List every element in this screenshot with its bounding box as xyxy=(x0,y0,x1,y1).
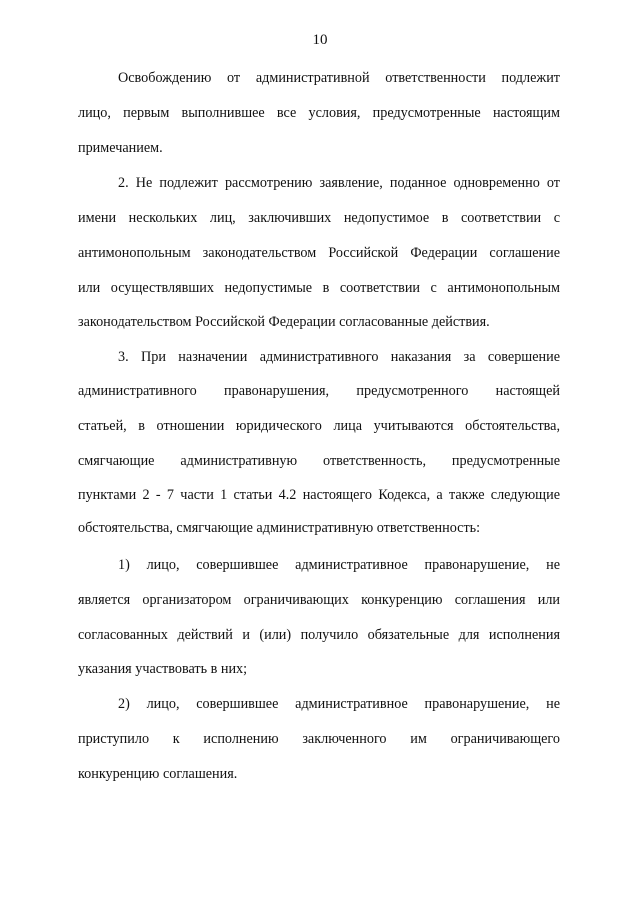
paragraph-5-line-2: приступило к исполнению заключенного им ограничивающего xyxy=(78,731,560,747)
paragraph-4-line-1: 1) лицо, совершившее административное правонарушение, не xyxy=(118,557,560,573)
paragraph-5-line-1: 2) лицо, совершившее административное правонарушение, не xyxy=(118,696,560,712)
paragraph-4-line-4: указания участвовать в них; xyxy=(78,661,248,677)
paragraph-4-line-3: согласованных действий и (или) получило обязательные для исполнения xyxy=(78,627,560,643)
paragraph-2-line-2: имени нескольких лиц, заключивших недопустимое в соответствии с xyxy=(78,210,560,226)
page-number: 10 xyxy=(312,32,328,48)
paragraph-2-line-1: 2. Не подлежит рассмотрению заявление, поданное одновременно от xyxy=(118,175,560,191)
paragraph-3-line-4: смягчающие административную ответственность, предусмотренные xyxy=(78,453,560,469)
paragraph-5-line-3: конкуренцию соглашения. xyxy=(78,766,238,782)
paragraph-3-line-5: пунктами 2 - 7 части 1 статьи 4.2 настоящего Кодекса, а также следующие xyxy=(78,487,560,503)
paragraph-1-line-3: примечанием. xyxy=(78,140,163,156)
paragraph-1-line-2: лицо, первым выполнившее все условия, предусмотренные настоящим xyxy=(78,105,560,121)
paragraph-3-line-3: статьей, в отношении юридического лица учитываются обстоятельства, xyxy=(78,418,560,434)
paragraph-3-line-6: обстоятельства, смягчающие административную ответственность: xyxy=(78,520,481,536)
paragraph-3-line-1: 3. При назначении административного наказания за совершение xyxy=(118,349,560,365)
paragraph-4-line-2: является организатором ограничивающих конкуренцию соглашения или xyxy=(78,592,560,608)
paragraph-2-line-5: законодательством Российской Федерации согласованные действия. xyxy=(78,314,490,330)
paragraph-2-line-4: или осуществлявших недопустимые в соответствии с антимонопольным xyxy=(78,280,560,296)
paragraph-1-line-1: Освобождению от административной ответственности подлежит xyxy=(118,70,560,86)
paragraph-2-line-3: антимонопольным законодательством Российской Федерации соглашение xyxy=(78,245,560,261)
paragraph-3-line-2: административного правонарушения, предусмотренного настоящей xyxy=(78,383,560,399)
